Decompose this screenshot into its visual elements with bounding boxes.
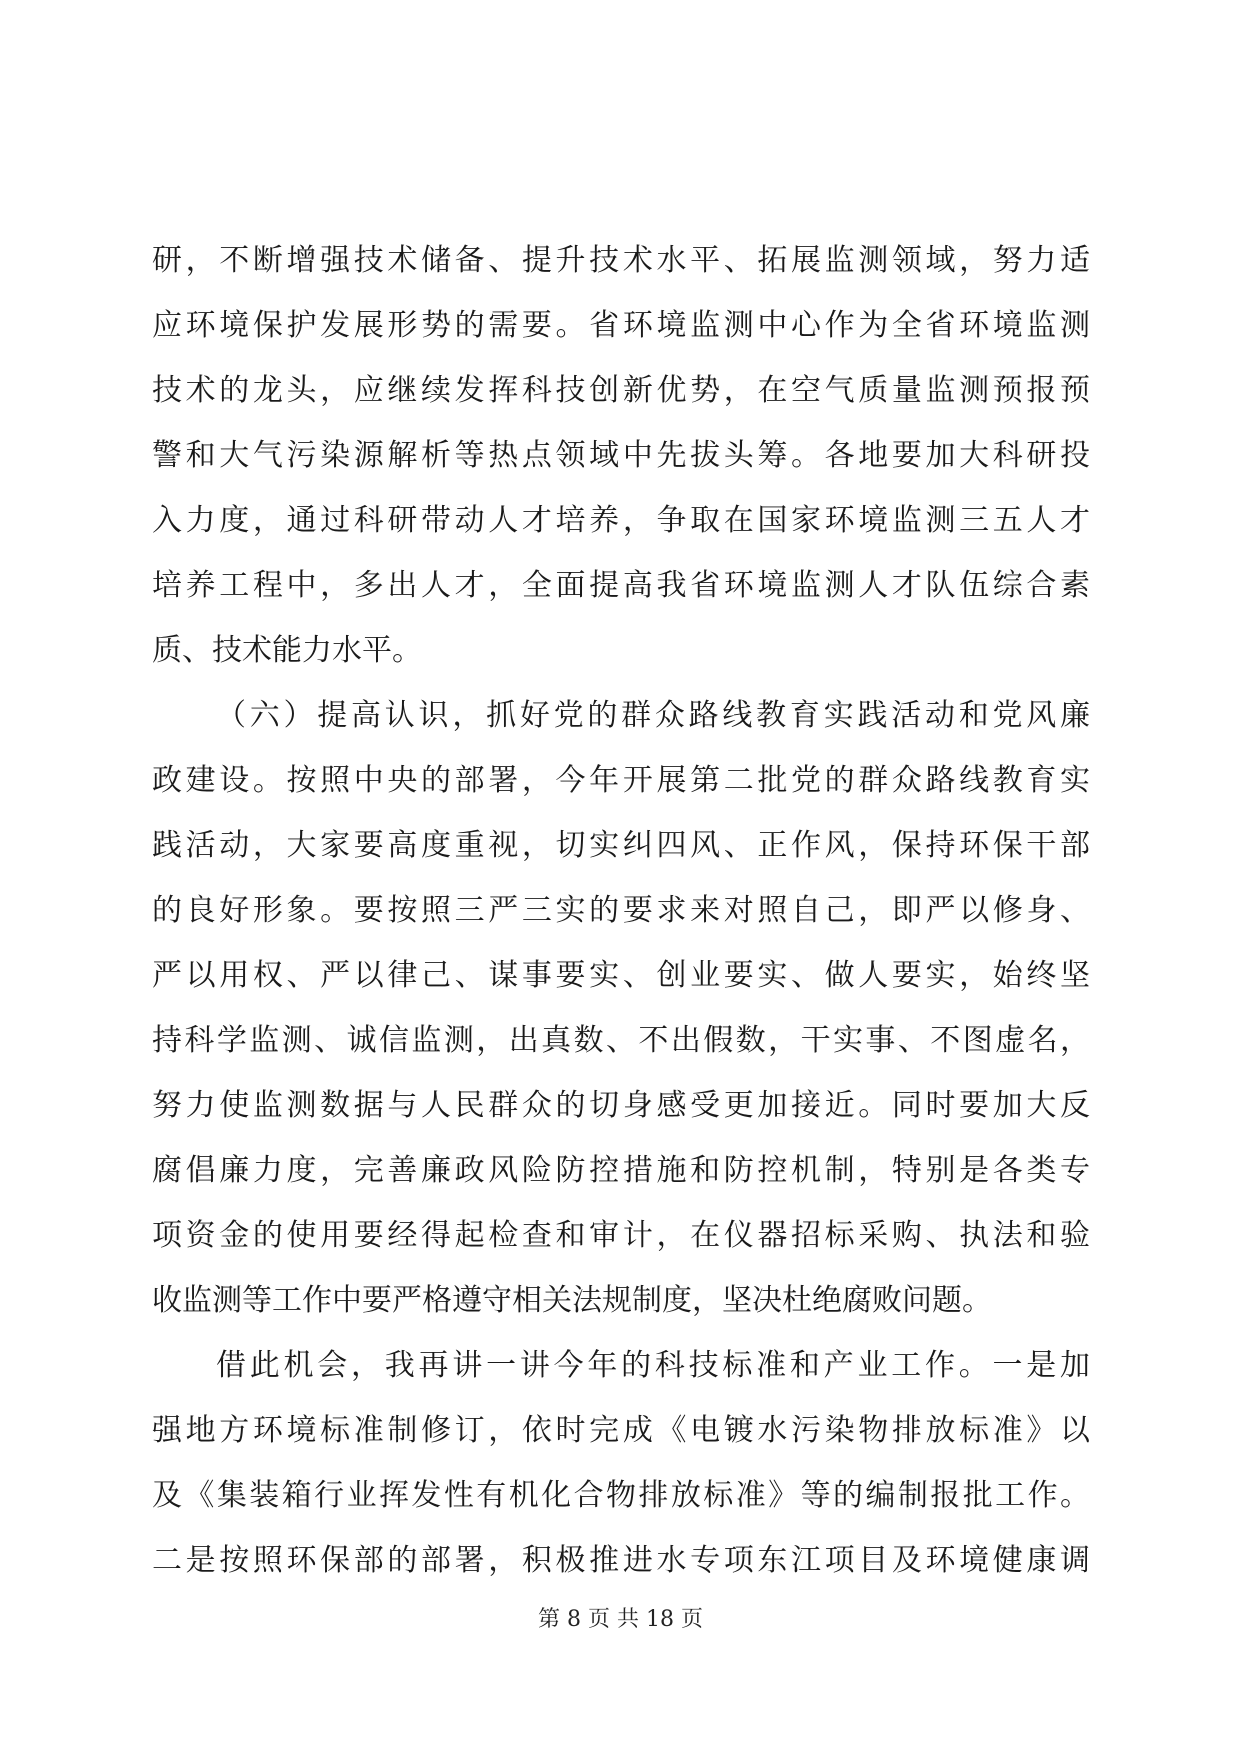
text-line: 腐倡廉力度，完善廉政风险防控措施和防控机制，特别是各类专 — [152, 1153, 1090, 1188]
text-line: 质、技术能力水平。 — [152, 633, 422, 668]
text-line: 技术的龙头，应继续发挥科技创新优势，在空气质量监测预报预 — [152, 373, 1090, 408]
text-line: 研，不断增强技术储备、提升技术水平、拓展监测领域，努力适 — [152, 243, 1090, 278]
text-line: 强地方环境标准制修订，依时完成《电镀水污染物排放标准》以 — [152, 1413, 1090, 1448]
text-line: 及《集装箱行业挥发性有机化合物排放标准》等的编制报批工作。 — [152, 1478, 1090, 1513]
text-line: 严以用权、严以律己、谋事要实、创业要实、做人要实，始终坚 — [152, 958, 1090, 993]
text-line: 持科学监测、诚信监测，出真数、不出假数，干实事、不图虚名， — [152, 1023, 1090, 1058]
text-line: 的良好形象。要按照三严三实的要求来对照自己，即严以修身、 — [152, 893, 1090, 928]
text-line: 践活动，大家要高度重视，切实纠四风、正作风，保持环保干部 — [152, 828, 1090, 863]
paragraph-3 — [152, 1333, 1090, 1593]
text-line: 借此机会，我再讲一讲今年的科技标准和产业工作。一是加 — [216, 1348, 1090, 1383]
text-line: 项资金的使用要经得起检查和审计，在仪器招标采购、执法和验 — [152, 1218, 1090, 1253]
paragraph-2 — [152, 683, 1090, 1333]
text-line: 培养工程中，多出人才，全面提高我省环境监测人才队伍综合素 — [152, 568, 1090, 603]
text-line: （六）提高认识，抓好党的群众路线教育实践活动和党风廉 — [216, 698, 1090, 733]
text-line: 努力使监测数据与人民群众的切身感受更加接近。同时要加大反 — [152, 1088, 1090, 1123]
text-line: 警和大气污染源解析等热点领域中先拔头筹。各地要加大科研投 — [152, 438, 1090, 473]
page-footer — [0, 1605, 1241, 1635]
text-line: 政建设。按照中央的部署，今年开展第二批党的群众路线教育实 — [152, 763, 1090, 798]
body-text — [152, 228, 1090, 1593]
text-line: 入力度，通过科研带动人才培养，争取在国家环境监测三五人才 — [152, 503, 1090, 538]
text-line: 收监测等工作中要严格遵守相关法规制度，坚决杜绝腐败问题。 — [152, 1283, 992, 1318]
paragraph-1 — [152, 228, 1090, 683]
text-line: 二是按照环保部的部署，积极推进水专项东江项目及环境健康调 — [152, 1543, 1090, 1578]
text-line: 应环境保护发展形势的需要。省环境监测中心作为全省环境监测 — [152, 308, 1090, 343]
page-number-label: 第 8 页 共 18 页 — [538, 1607, 703, 1632]
